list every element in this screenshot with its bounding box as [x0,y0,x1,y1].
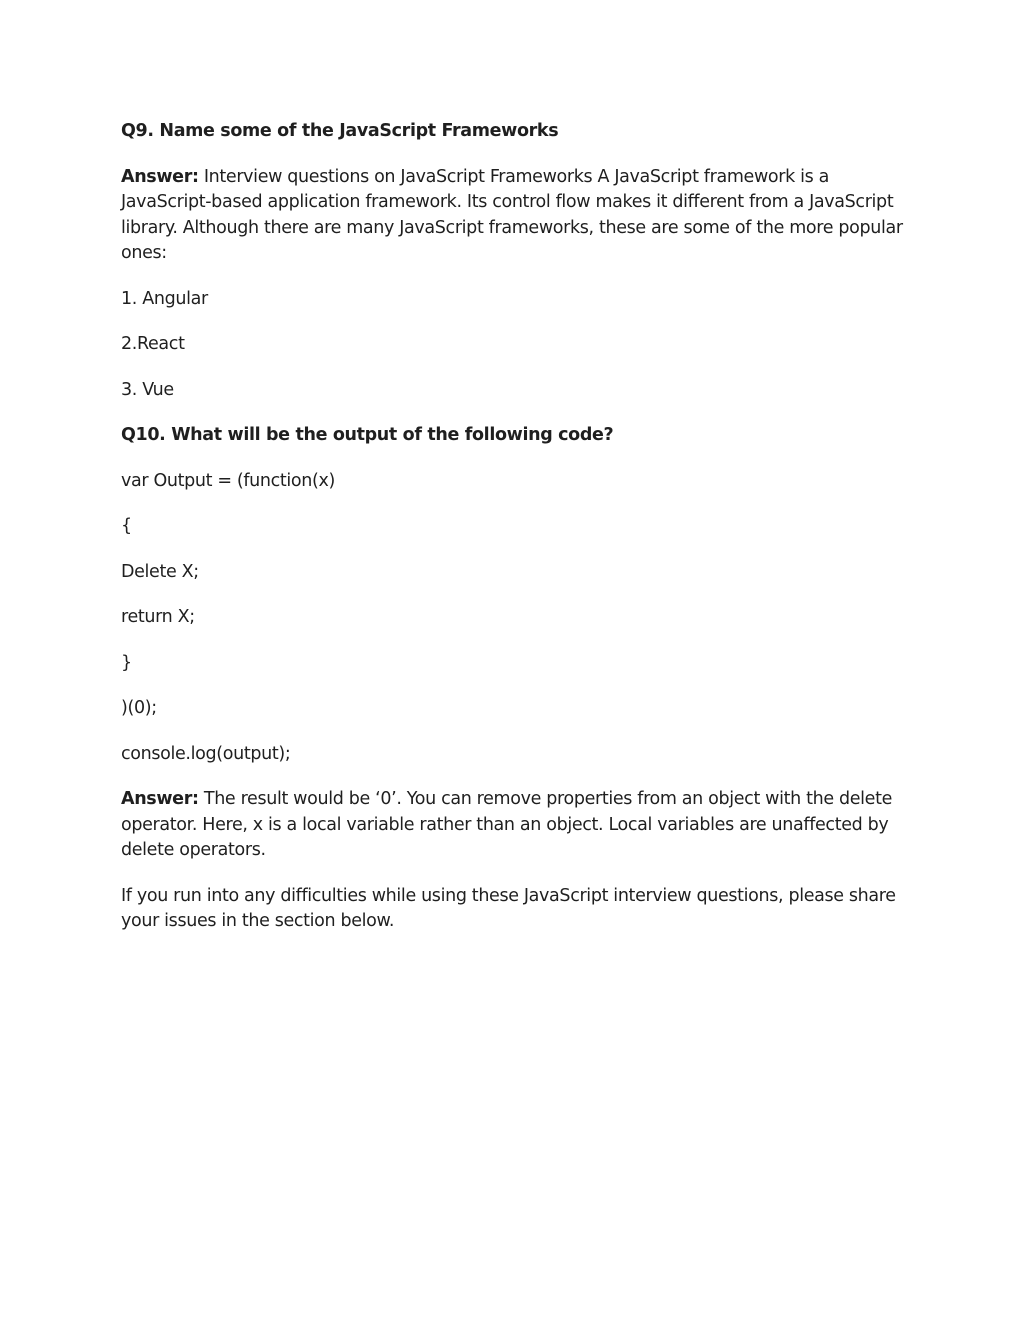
code-line: var Output = (function(x) [121,470,335,491]
q10-answer-text: The result would be ‘0’. You can remove properties from an object with the delete operator. Here, x is a local variable rather than an object. Local variables are unaffected by delete operators. [121,789,893,860]
framework-item-angular: 1. Angular [121,288,208,309]
document-page [121,119,911,955]
q9-answer-label: Answer: [121,166,199,187]
q10-answer [121,787,911,864]
code-line: { [121,516,132,536]
code-line: )(0); [121,698,157,718]
framework-item-vue: 3. Vue [121,379,174,400]
code-line: } [121,652,132,673]
q9-answer-text: Interview questions on JavaScript Frameworks A JavaScript framework is a JavaScript-based application framework. Its control flow makes it different from a JavaScript library. Although there are many JavaScript frameworks, these are some of the more popular ones: [121,166,903,263]
q9-answer [121,165,911,267]
q10-heading: Q10. What will be the output of the following code? [121,425,614,445]
q9-heading: Q9. Name some of the JavaScript Frameworks [121,121,559,141]
q10-answer-label: Answer: [121,789,199,809]
framework-item-react: 2.React [121,334,185,354]
code-line: console.log(output); [121,743,291,764]
code-line: return X; [121,607,195,627]
code-line: Delete X; [121,561,199,582]
closing-paragraph: If you run into any difficulties while using these JavaScript interview questions, please share your issues in the section below. [121,885,896,931]
